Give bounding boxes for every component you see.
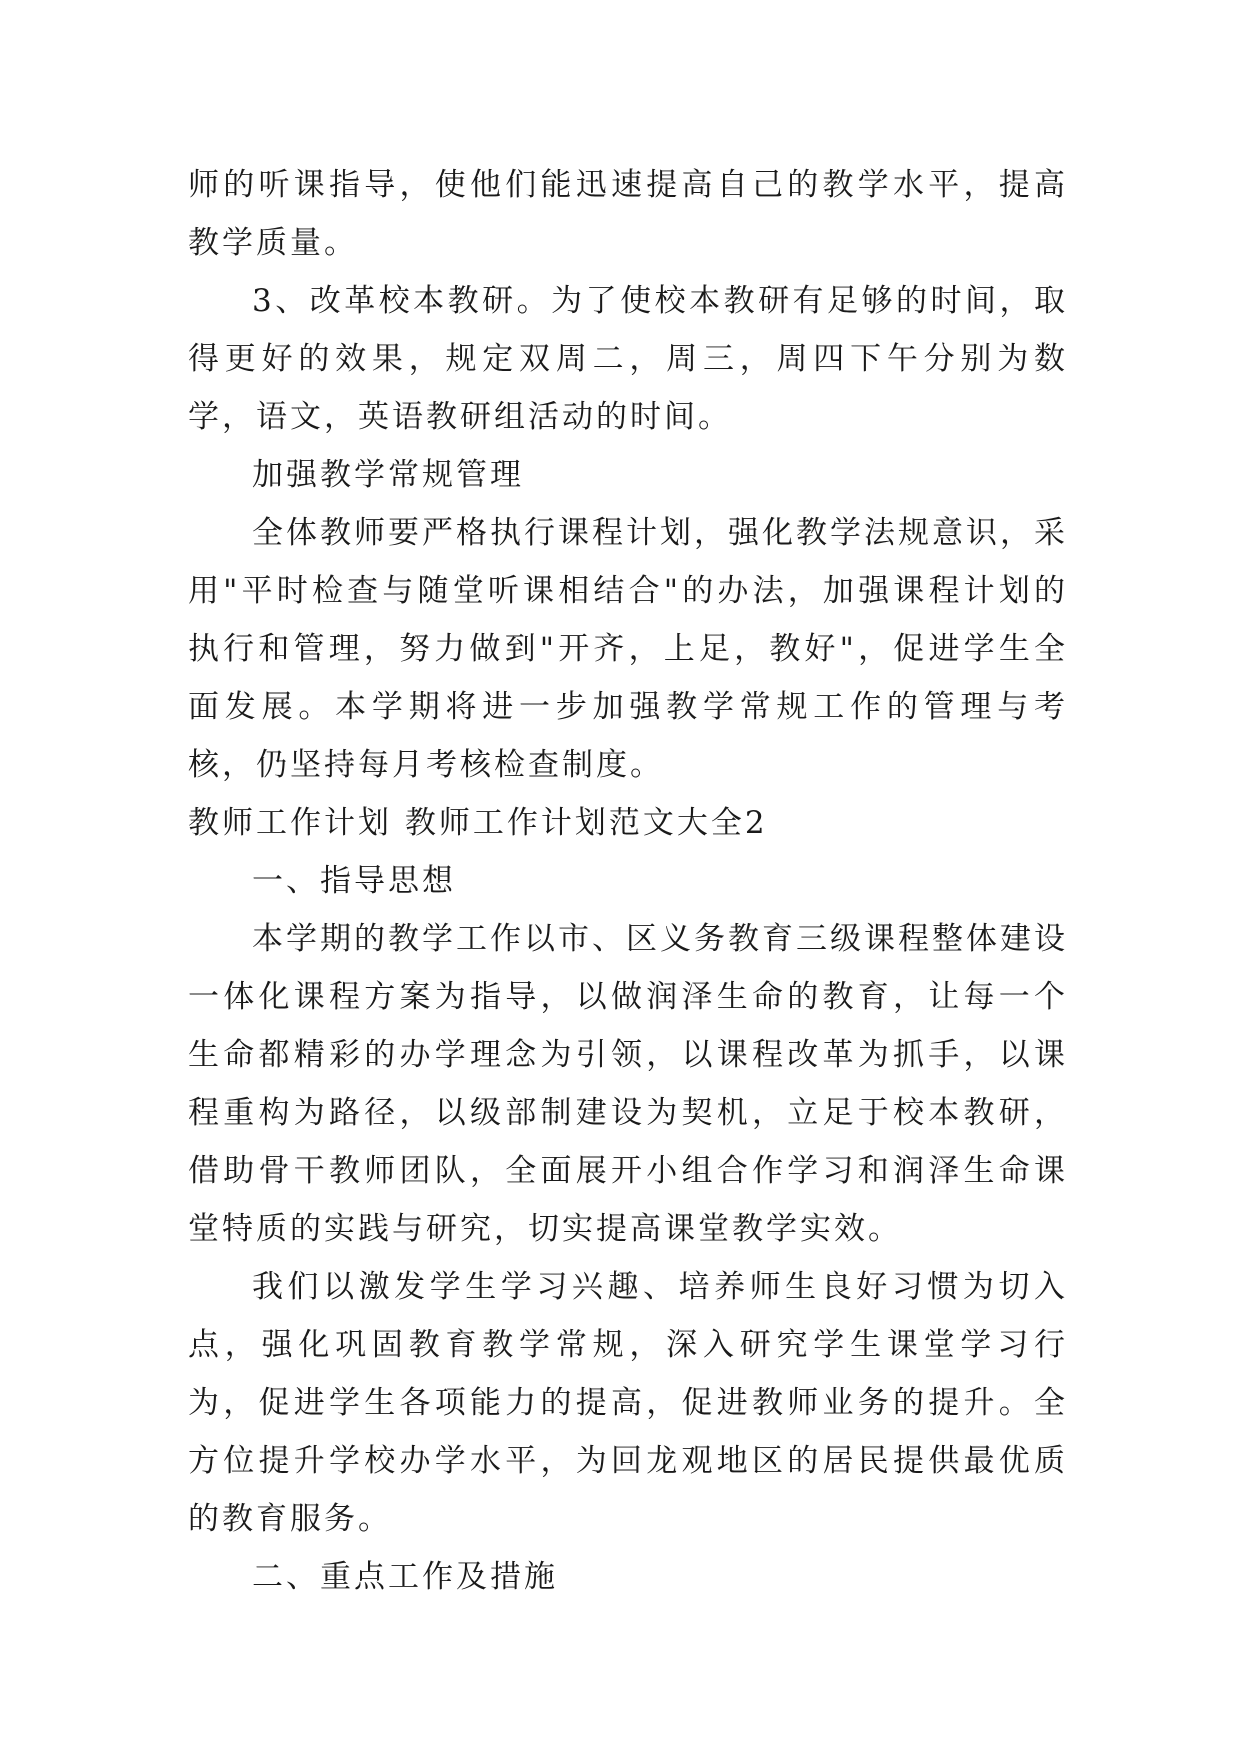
paragraph-continuation: 师的听课指导，使他们能迅速提高自己的教学水平，提高教学质量。	[188, 167, 1068, 261]
section-heading-guiding-ideology: 一、指导思想	[252, 863, 456, 899]
section-heading-teaching-routine: 加强教学常规管理	[252, 457, 524, 493]
section-heading-key-work: 二、重点工作及措施	[252, 1559, 558, 1595]
paragraph-entry-point: 我们以激发学生学习兴趣、培养师生良好习惯为切入点，强化巩固教育教学常规，深入研究学生课堂学习行为，促进学生各项能力的提高，促进教师业务的提升。全方位提升学校办学水平，为回龙观地区的居民提供最优质的教育服务。	[188, 1269, 1068, 1537]
document-body	[188, 156, 1068, 1606]
paragraph-guiding-ideology: 本学期的教学工作以市、区义务教育三级课程整体建设一体化课程方案为指导，以做润泽生命的教育，让每一个生命都精彩的办学理念为引领，以课程改革为抓手，以课程重构为路径，以级部制建设为契机，立足于校本教研，借助骨干教师团队，全面展开小组合作学习和润泽生命课堂特质的实践与研究，切实提高课堂教学实效。	[188, 921, 1068, 1247]
paragraph-reform-school-research: 3、改革校本教研。为了使校本教研有足够的时间，取得更好的效果，规定双周二，周三，周四下午分别为数学，语文，英语教研组活动的时间。	[188, 283, 1068, 435]
document-title-plan-2: 教师工作计划 教师工作计划范文大全2	[188, 805, 768, 841]
paragraph-teaching-routine: 全体教师要严格执行课程计划，强化教学法规意识，采用"平时检查与随堂听课相结合"的办法，加强课程计划的执行和管理，努力做到"开齐，上足，教好"，促进学生全面发展。本学期将进一步加强教学常规工作的管理与考核，仍坚持每月考核检查制度。	[188, 515, 1068, 783]
